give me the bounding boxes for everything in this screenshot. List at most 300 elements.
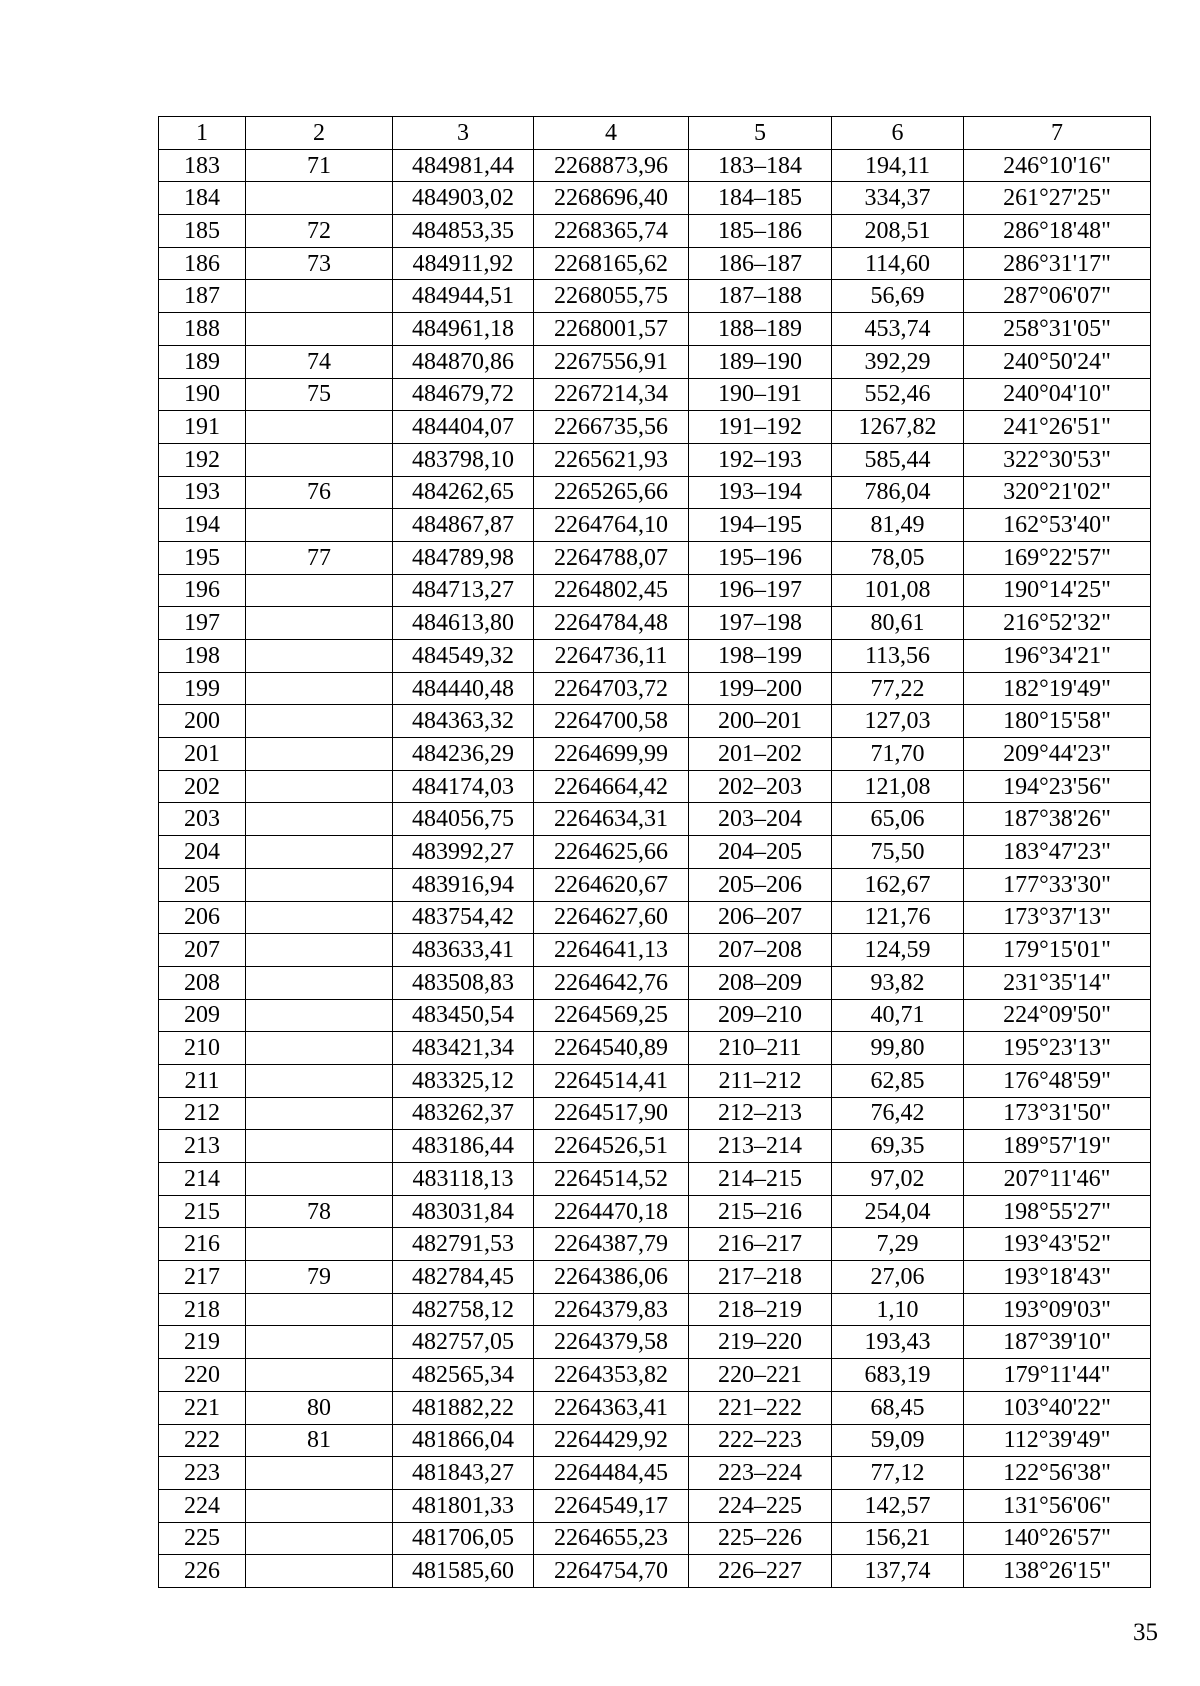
cell-segment: 208–209	[689, 966, 832, 999]
cell-sign-number	[246, 509, 393, 542]
cell-bearing: 240°50'24"	[964, 345, 1151, 378]
cell-bearing: 131°56'06"	[964, 1489, 1151, 1522]
table-row	[159, 1130, 1151, 1163]
cell-segment: 200–201	[689, 705, 832, 738]
cell-length: 124,59	[832, 934, 964, 967]
cell-sign-number	[246, 672, 393, 705]
cell-sign-number	[246, 803, 393, 836]
table-row	[159, 215, 1151, 248]
cell-length: 101,08	[832, 574, 964, 607]
cell-bearing: 138°26'15"	[964, 1555, 1151, 1588]
cell-sign-number	[246, 1293, 393, 1326]
cell-bearing: 286°31'17"	[964, 247, 1151, 280]
cell-bearing: 320°21'02"	[964, 476, 1151, 509]
cell-point-number: 185	[159, 215, 246, 248]
table-row	[159, 280, 1151, 313]
cell-coord-y: 2264642,76	[534, 966, 689, 999]
table-header-row	[159, 117, 1151, 150]
cell-segment: 190–191	[689, 378, 832, 411]
cell-segment: 183–184	[689, 149, 832, 182]
cell-bearing: 182°19'49"	[964, 672, 1151, 705]
cell-segment: 225–226	[689, 1522, 832, 1555]
cell-length: 27,06	[832, 1261, 964, 1294]
cell-coord-y: 2264620,67	[534, 868, 689, 901]
table-row	[159, 1032, 1151, 1065]
cell-sign-number: 79	[246, 1261, 393, 1294]
cell-length: 75,50	[832, 836, 964, 869]
cell-sign-number	[246, 1163, 393, 1196]
cell-bearing: 322°30'53"	[964, 443, 1151, 476]
cell-coord-x: 484440,48	[393, 672, 534, 705]
header-col-2: 2	[246, 117, 393, 150]
cell-coord-x: 483118,13	[393, 1163, 534, 1196]
cell-sign-number	[246, 1130, 393, 1163]
table-row	[159, 1391, 1151, 1424]
cell-segment: 198–199	[689, 640, 832, 673]
cell-point-number: 196	[159, 574, 246, 607]
cell-length: 1,10	[832, 1293, 964, 1326]
cell-bearing: 287°06'07"	[964, 280, 1151, 313]
cell-point-number: 226	[159, 1555, 246, 1588]
cell-point-number: 208	[159, 966, 246, 999]
cell-segment: 207–208	[689, 934, 832, 967]
cell-segment: 221–222	[689, 1391, 832, 1424]
cell-sign-number	[246, 901, 393, 934]
cell-sign-number: 77	[246, 541, 393, 574]
cell-bearing: 176°48'59"	[964, 1064, 1151, 1097]
cell-sign-number	[246, 411, 393, 444]
cell-coord-y: 2264514,52	[534, 1163, 689, 1196]
cell-segment: 203–204	[689, 803, 832, 836]
cell-point-number: 214	[159, 1163, 246, 1196]
cell-bearing: 193°43'52"	[964, 1228, 1151, 1261]
cell-length: 40,71	[832, 999, 964, 1032]
cell-length: 208,51	[832, 215, 964, 248]
cell-coord-y: 2264526,51	[534, 1130, 689, 1163]
cell-bearing: 169°22'57"	[964, 541, 1151, 574]
cell-length: 59,09	[832, 1424, 964, 1457]
cell-coord-y: 2264754,70	[534, 1555, 689, 1588]
cell-length: 142,57	[832, 1489, 964, 1522]
cell-segment: 218–219	[689, 1293, 832, 1326]
cell-bearing: 194°23'56"	[964, 770, 1151, 803]
cell-bearing: 140°26'57"	[964, 1522, 1151, 1555]
cell-length: 68,45	[832, 1391, 964, 1424]
cell-sign-number: 81	[246, 1424, 393, 1457]
cell-point-number: 184	[159, 182, 246, 215]
table-row	[159, 1097, 1151, 1130]
cell-segment: 206–207	[689, 901, 832, 934]
cell-sign-number	[246, 1555, 393, 1588]
cell-bearing: 258°31'05"	[964, 313, 1151, 346]
cell-point-number: 193	[159, 476, 246, 509]
cell-coord-y: 2264699,99	[534, 738, 689, 771]
table-row	[159, 1326, 1151, 1359]
cell-length: 1267,82	[832, 411, 964, 444]
cell-point-number: 222	[159, 1424, 246, 1457]
cell-coord-y: 2267556,91	[534, 345, 689, 378]
cell-segment: 193–194	[689, 476, 832, 509]
table-row	[159, 1522, 1151, 1555]
cell-length: 786,04	[832, 476, 964, 509]
cell-segment: 224–225	[689, 1489, 832, 1522]
cell-bearing: 193°09'03"	[964, 1293, 1151, 1326]
cell-coord-x: 484903,02	[393, 182, 534, 215]
cell-point-number: 192	[159, 443, 246, 476]
cell-point-number: 210	[159, 1032, 246, 1065]
cell-coord-x: 484679,72	[393, 378, 534, 411]
cell-segment: 216–217	[689, 1228, 832, 1261]
cell-coord-y: 2268165,62	[534, 247, 689, 280]
cell-point-number: 198	[159, 640, 246, 673]
cell-sign-number	[246, 1326, 393, 1359]
cell-segment: 213–214	[689, 1130, 832, 1163]
cell-bearing: 198°55'27"	[964, 1195, 1151, 1228]
cell-coord-y: 2264470,18	[534, 1195, 689, 1228]
cell-point-number: 206	[159, 901, 246, 934]
table-row	[159, 901, 1151, 934]
cell-segment: 184–185	[689, 182, 832, 215]
cell-coord-x: 484867,87	[393, 509, 534, 542]
cell-coord-x: 484363,32	[393, 705, 534, 738]
table-row	[159, 1261, 1151, 1294]
table-row	[159, 738, 1151, 771]
cell-length: 156,21	[832, 1522, 964, 1555]
cell-bearing: 183°47'23"	[964, 836, 1151, 869]
cell-point-number: 183	[159, 149, 246, 182]
cell-coord-y: 2266735,56	[534, 411, 689, 444]
table-row	[159, 541, 1151, 574]
cell-bearing: 173°37'13"	[964, 901, 1151, 934]
cell-coord-x: 484944,51	[393, 280, 534, 313]
table-row	[159, 1489, 1151, 1522]
cell-segment: 191–192	[689, 411, 832, 444]
cell-point-number: 203	[159, 803, 246, 836]
table-row	[159, 1195, 1151, 1228]
cell-bearing: 190°14'25"	[964, 574, 1151, 607]
cell-point-number: 188	[159, 313, 246, 346]
cell-point-number: 216	[159, 1228, 246, 1261]
cell-coord-x: 484961,18	[393, 313, 534, 346]
table-row	[159, 868, 1151, 901]
cell-length: 162,67	[832, 868, 964, 901]
cell-coord-x: 482565,34	[393, 1359, 534, 1392]
cell-coord-y: 2264764,10	[534, 509, 689, 542]
cell-length: 194,11	[832, 149, 964, 182]
cell-point-number: 191	[159, 411, 246, 444]
table-row	[159, 182, 1151, 215]
cell-bearing: 179°11'44"	[964, 1359, 1151, 1392]
page-number: 35	[1133, 1619, 1158, 1646]
cell-coord-x: 484236,29	[393, 738, 534, 771]
cell-coord-y: 2264625,66	[534, 836, 689, 869]
cell-coord-x: 483262,37	[393, 1097, 534, 1130]
cell-coord-x: 483508,83	[393, 966, 534, 999]
cell-coord-x: 483186,44	[393, 1130, 534, 1163]
cell-segment: 209–210	[689, 999, 832, 1032]
cell-segment: 220–221	[689, 1359, 832, 1392]
cell-bearing: 187°38'26"	[964, 803, 1151, 836]
cell-point-number: 220	[159, 1359, 246, 1392]
cell-bearing: 177°33'30"	[964, 868, 1151, 901]
cell-segment: 226–227	[689, 1555, 832, 1588]
cell-coord-x: 481866,04	[393, 1424, 534, 1457]
cell-bearing: 246°10'16"	[964, 149, 1151, 182]
cell-coord-x: 484870,86	[393, 345, 534, 378]
cell-coord-y: 2268365,74	[534, 215, 689, 248]
cell-sign-number	[246, 280, 393, 313]
cell-bearing: 224°09'50"	[964, 999, 1151, 1032]
cell-length: 81,49	[832, 509, 964, 542]
cell-bearing: 173°31'50"	[964, 1097, 1151, 1130]
cell-length: 62,85	[832, 1064, 964, 1097]
cell-segment: 197–198	[689, 607, 832, 640]
cell-coord-x: 484549,32	[393, 640, 534, 673]
table-row	[159, 1457, 1151, 1490]
cell-coord-y: 2264569,25	[534, 999, 689, 1032]
table-row	[159, 640, 1151, 673]
cell-coord-y: 2264655,23	[534, 1522, 689, 1555]
cell-segment: 185–186	[689, 215, 832, 248]
table-row	[159, 345, 1151, 378]
cell-sign-number	[246, 966, 393, 999]
cell-length: 137,74	[832, 1555, 964, 1588]
cell-sign-number	[246, 934, 393, 967]
cell-length: 585,44	[832, 443, 964, 476]
table-row	[159, 836, 1151, 869]
cell-point-number: 217	[159, 1261, 246, 1294]
cell-coord-y: 2264429,92	[534, 1424, 689, 1457]
cell-length: 113,56	[832, 640, 964, 673]
cell-coord-x: 483325,12	[393, 1064, 534, 1097]
cell-bearing: 193°18'43"	[964, 1261, 1151, 1294]
table-body	[159, 149, 1151, 1587]
cell-coord-y: 2264703,72	[534, 672, 689, 705]
cell-sign-number: 80	[246, 1391, 393, 1424]
cell-coord-y: 2264784,48	[534, 607, 689, 640]
cell-point-number: 209	[159, 999, 246, 1032]
cell-length: 193,43	[832, 1326, 964, 1359]
cell-point-number: 201	[159, 738, 246, 771]
cell-coord-x: 483754,42	[393, 901, 534, 934]
cell-sign-number	[246, 607, 393, 640]
cell-length: 121,08	[832, 770, 964, 803]
table-row	[159, 705, 1151, 738]
table-row	[159, 1163, 1151, 1196]
cell-coord-y: 2264517,90	[534, 1097, 689, 1130]
cell-point-number: 194	[159, 509, 246, 542]
header-col-3: 3	[393, 117, 534, 150]
cell-sign-number	[246, 868, 393, 901]
table-row	[159, 966, 1151, 999]
cell-sign-number	[246, 738, 393, 771]
cell-coord-y: 2264736,11	[534, 640, 689, 673]
table-row	[159, 149, 1151, 182]
cell-coord-x: 484404,07	[393, 411, 534, 444]
cell-segment: 215–216	[689, 1195, 832, 1228]
cell-coord-y: 2264540,89	[534, 1032, 689, 1065]
cell-sign-number	[246, 999, 393, 1032]
header-col-4: 4	[534, 117, 689, 150]
cell-coord-y: 2264353,82	[534, 1359, 689, 1392]
coordinates-table	[158, 116, 1151, 1588]
cell-length: 77,22	[832, 672, 964, 705]
cell-sign-number	[246, 1359, 393, 1392]
cell-length: 7,29	[832, 1228, 964, 1261]
cell-bearing: 162°53'40"	[964, 509, 1151, 542]
cell-segment: 223–224	[689, 1457, 832, 1490]
cell-point-number: 197	[159, 607, 246, 640]
cell-length: 392,29	[832, 345, 964, 378]
cell-sign-number	[246, 182, 393, 215]
cell-point-number: 190	[159, 378, 246, 411]
cell-segment: 187–188	[689, 280, 832, 313]
cell-coord-y: 2264788,07	[534, 541, 689, 574]
cell-length: 453,74	[832, 313, 964, 346]
cell-length: 254,04	[832, 1195, 964, 1228]
cell-coord-y: 2268696,40	[534, 182, 689, 215]
cell-coord-x: 484056,75	[393, 803, 534, 836]
cell-length: 114,60	[832, 247, 964, 280]
cell-point-number: 204	[159, 836, 246, 869]
table-row	[159, 934, 1151, 967]
cell-sign-number: 73	[246, 247, 393, 280]
cell-segment: 189–190	[689, 345, 832, 378]
cell-sign-number	[246, 1489, 393, 1522]
cell-bearing: 187°39'10"	[964, 1326, 1151, 1359]
cell-coord-x: 483992,27	[393, 836, 534, 869]
cell-segment: 205–206	[689, 868, 832, 901]
cell-segment: 195–196	[689, 541, 832, 574]
cell-coord-x: 484789,98	[393, 541, 534, 574]
cell-point-number: 186	[159, 247, 246, 280]
cell-point-number: 202	[159, 770, 246, 803]
cell-sign-number	[246, 836, 393, 869]
cell-bearing: 241°26'51"	[964, 411, 1151, 444]
table-row	[159, 1424, 1151, 1457]
cell-length: 69,35	[832, 1130, 964, 1163]
cell-bearing: 209°44'23"	[964, 738, 1151, 771]
cell-segment: 222–223	[689, 1424, 832, 1457]
cell-coord-y: 2268873,96	[534, 149, 689, 182]
cell-length: 127,03	[832, 705, 964, 738]
table-row	[159, 476, 1151, 509]
cell-segment: 202–203	[689, 770, 832, 803]
cell-coord-x: 481843,27	[393, 1457, 534, 1490]
cell-coord-y: 2264700,58	[534, 705, 689, 738]
cell-coord-x: 483633,41	[393, 934, 534, 967]
cell-coord-y: 2264549,17	[534, 1489, 689, 1522]
cell-coord-y: 2264484,45	[534, 1457, 689, 1490]
cell-point-number: 200	[159, 705, 246, 738]
cell-bearing: 180°15'58"	[964, 705, 1151, 738]
cell-length: 56,69	[832, 280, 964, 313]
cell-sign-number: 76	[246, 476, 393, 509]
cell-segment: 201–202	[689, 738, 832, 771]
cell-segment: 196–197	[689, 574, 832, 607]
cell-coord-y: 2264641,13	[534, 934, 689, 967]
cell-point-number: 199	[159, 672, 246, 705]
cell-length: 77,12	[832, 1457, 964, 1490]
cell-bearing: 231°35'14"	[964, 966, 1151, 999]
cell-coord-y: 2264379,83	[534, 1293, 689, 1326]
cell-segment: 212–213	[689, 1097, 832, 1130]
cell-point-number: 225	[159, 1522, 246, 1555]
cell-point-number: 189	[159, 345, 246, 378]
cell-length: 552,46	[832, 378, 964, 411]
cell-coord-y: 2264514,41	[534, 1064, 689, 1097]
cell-point-number: 219	[159, 1326, 246, 1359]
cell-bearing: 240°04'10"	[964, 378, 1151, 411]
cell-coord-x: 484981,44	[393, 149, 534, 182]
cell-point-number: 211	[159, 1064, 246, 1097]
cell-coord-x: 483421,34	[393, 1032, 534, 1065]
cell-segment: 192–193	[689, 443, 832, 476]
cell-length: 334,37	[832, 182, 964, 215]
cell-coord-x: 484174,03	[393, 770, 534, 803]
cell-length: 99,80	[832, 1032, 964, 1065]
cell-sign-number	[246, 705, 393, 738]
cell-coord-x: 483450,54	[393, 999, 534, 1032]
cell-sign-number	[246, 1457, 393, 1490]
cell-coord-y: 2264634,31	[534, 803, 689, 836]
cell-bearing: 207°11'46"	[964, 1163, 1151, 1196]
cell-coord-y: 2264387,79	[534, 1228, 689, 1261]
cell-sign-number	[246, 1228, 393, 1261]
cell-coord-y: 2268001,57	[534, 313, 689, 346]
cell-point-number: 195	[159, 541, 246, 574]
cell-bearing: 103°40'22"	[964, 1391, 1151, 1424]
header-col-5: 5	[689, 117, 832, 150]
cell-length: 76,42	[832, 1097, 964, 1130]
cell-sign-number	[246, 1032, 393, 1065]
cell-length: 80,61	[832, 607, 964, 640]
cell-point-number: 215	[159, 1195, 246, 1228]
cell-point-number: 207	[159, 934, 246, 967]
cell-sign-number: 72	[246, 215, 393, 248]
cell-coord-x: 482784,45	[393, 1261, 534, 1294]
cell-coord-y: 2265265,66	[534, 476, 689, 509]
table-row	[159, 247, 1151, 280]
cell-segment: 186–187	[689, 247, 832, 280]
cell-sign-number	[246, 574, 393, 607]
cell-sign-number	[246, 313, 393, 346]
cell-coord-y: 2264386,06	[534, 1261, 689, 1294]
cell-coord-y: 2268055,75	[534, 280, 689, 313]
cell-coord-x: 483916,94	[393, 868, 534, 901]
table-row	[159, 1555, 1151, 1588]
table-row	[159, 1293, 1151, 1326]
cell-coord-y: 2264379,58	[534, 1326, 689, 1359]
cell-coord-x: 484911,92	[393, 247, 534, 280]
cell-coord-x: 481706,05	[393, 1522, 534, 1555]
cell-segment: 188–189	[689, 313, 832, 346]
table-row	[159, 1228, 1151, 1261]
table-row	[159, 378, 1151, 411]
table-row	[159, 1064, 1151, 1097]
cell-length: 93,82	[832, 966, 964, 999]
table-row	[159, 770, 1151, 803]
cell-segment: 219–220	[689, 1326, 832, 1359]
cell-sign-number	[246, 1522, 393, 1555]
header-col-7: 7	[964, 117, 1151, 150]
cell-coord-y: 2264802,45	[534, 574, 689, 607]
table-row	[159, 1359, 1151, 1392]
cell-point-number: 223	[159, 1457, 246, 1490]
cell-coord-x: 484713,27	[393, 574, 534, 607]
cell-segment: 194–195	[689, 509, 832, 542]
cell-point-number: 221	[159, 1391, 246, 1424]
